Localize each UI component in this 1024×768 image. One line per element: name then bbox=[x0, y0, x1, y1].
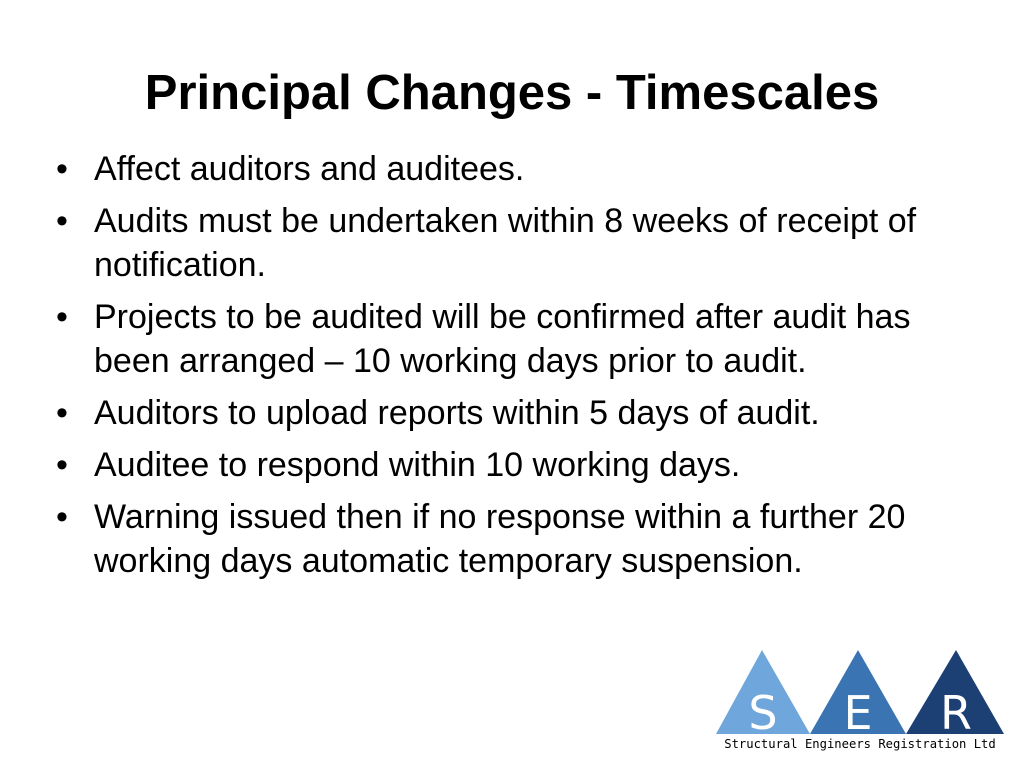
logo-caption: Structural Engineers Registration Ltd bbox=[724, 737, 996, 751]
bullet-item bbox=[56, 443, 966, 487]
bullet-marker: • bbox=[56, 202, 68, 240]
logo-letter-r: R bbox=[940, 686, 972, 738]
bullet-item bbox=[56, 147, 966, 191]
logo-letter-e: E bbox=[843, 686, 873, 738]
ser-logo bbox=[712, 648, 1008, 758]
bullet-marker: • bbox=[56, 150, 68, 188]
logo-letter-s: S bbox=[748, 686, 778, 738]
bullet-marker: • bbox=[56, 498, 68, 536]
bullet-text: Auditee to respond within 10 working days. bbox=[94, 446, 741, 484]
bullet-item bbox=[56, 199, 966, 287]
bullet-item bbox=[56, 391, 966, 435]
bullet-list bbox=[56, 147, 966, 591]
bullet-item bbox=[56, 495, 966, 583]
slide-title: Principal Changes - Timescales bbox=[144, 66, 880, 120]
bullet-text: Auditors to upload reports within 5 days of audit. bbox=[94, 394, 820, 432]
bullet-text: Affect auditors and auditees. bbox=[94, 150, 525, 188]
bullet-marker: • bbox=[56, 394, 68, 432]
bullet-text: Projects to be audited will be confirmed after audit has been arranged – 10 working days prior to audit. bbox=[94, 298, 911, 380]
bullet-marker: • bbox=[56, 446, 68, 484]
ser-logo-triangles bbox=[712, 648, 1008, 738]
bullet-text: Warning issued then if no response within a further 20 working days automatic temporary suspension. bbox=[94, 498, 906, 580]
bullet-text: Audits must be undertaken within 8 weeks of receipt of notification. bbox=[94, 202, 917, 284]
bullet-item bbox=[56, 295, 966, 383]
bullet-marker: • bbox=[56, 298, 68, 336]
